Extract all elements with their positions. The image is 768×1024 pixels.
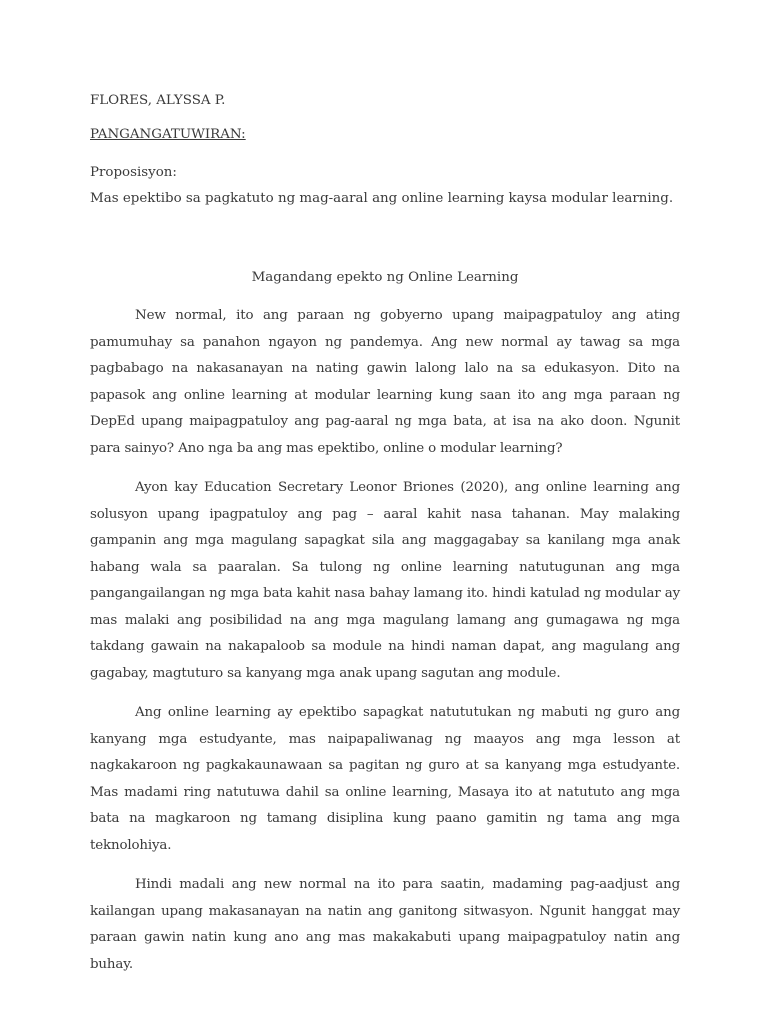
section-heading: PANGANGATUWIRAN: [90, 127, 246, 142]
proposition-text: Mas epektibo sa pagkatuto ng mag-aaral ang online learning kaysa modular learning. [90, 191, 674, 206]
paragraph-4: Hindi madali ang new normal na ito para saatin, madaming pag-aadjust ang kailangan upang makasanayan na natin ang ganitong sitwasyon. Ngunit hanggat may paraan gawin natin kung ano ang mas makakabuti upang maipagpatuloy natin ang buhay. [90, 877, 680, 972]
author-name: FLORES, ALYSSA P. [90, 93, 226, 108]
paragraph-1: New normal, ito ang paraan ng gobyerno upang maipagpatuloy ang ating pamumuhay sa panahon ngayon ng pandemya. Ang new normal ay tawag sa mga pagbabago na nakasanayan na nating gawin lalong lalo na sa edukasyon. Dito na papasok ang online learning at modular learning kung saan ito ang mga paraan ng DepEd upang maipagpatuloy ang pag-aaral ng mga bata, at isa na ako doon. Ngunit para sainyo? Ano nga ba ang mas epektibo, online o modular learning? [90, 308, 680, 456]
paragraph-2: Ayon kay Education Secretary Leonor Briones (2020), ang online learning ang solusyon upang ipagpatuloy ang pag – aaral kahit nasa tahanan. May malaking gampanin ang mga magulang sapagkat sila ang maggagabay sa kanilang mga anak habang wala sa paaralan. Sa tulong ng online learning natutugunan ang mga pangangailangan ng mga bata kahit nasa bahay lamang ito. hindi katulad ng modular ay mas malaki ang posibilidad na ang mga magulang lamang ang gumagawa ng mga takdang gawain na nakapaloob sa module na hindi naman dapat, ang magulang ang gagabay, magtuturo sa kanyang mga anak upang sagutan ang module. [90, 480, 680, 681]
essay-title: Magandang epekto ng Online Learning [251, 270, 519, 285]
paragraph-3: Ang online learning ay epektibo sapagkat natututukan ng mabuti ng guro ang kanyang mga estudyante, mas naipapaliwanag ng maayos ang mga lesson at nagkakaroon ng pagkakaunawaan sa pagitan ng guro at sa kanyang mga estudyante. Mas madami ring natutuwa dahil sa online learning, Masaya ito at natututo ang mga bata na magkaroon ng tamang disiplina kung paano gamitin ng tama ang mga teknolohiya. [90, 705, 680, 853]
document-page [90, 92, 680, 991]
proposition-label: Proposisyon: [90, 165, 177, 180]
